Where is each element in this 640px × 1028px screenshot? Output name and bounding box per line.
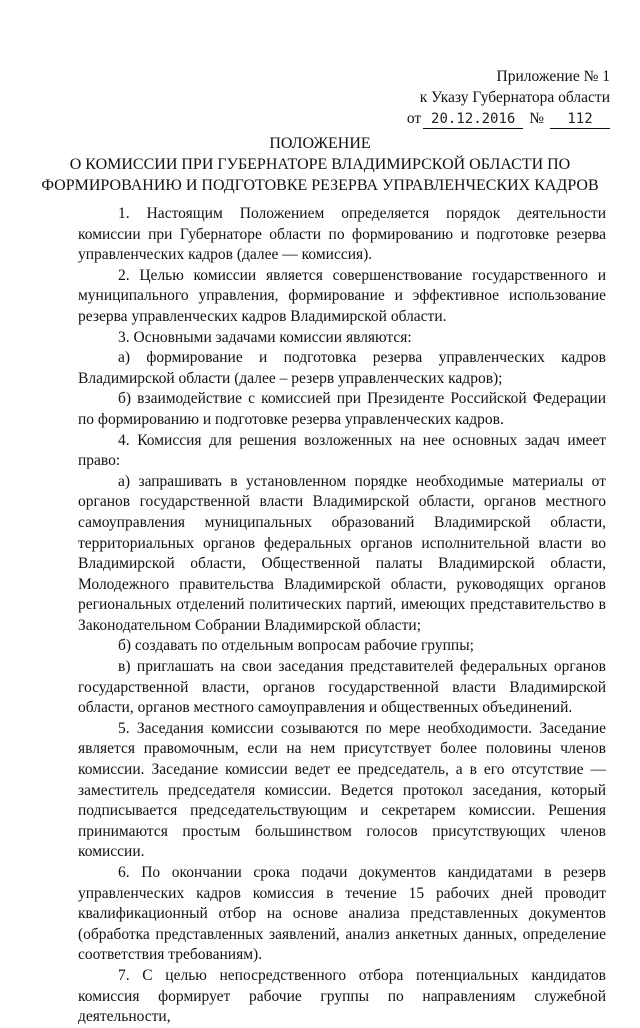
number-prefix: №: [529, 110, 544, 127]
decree-date: 20.12.2016: [423, 111, 523, 129]
paragraph-3: 3. Основными задачами комиссии являются:: [118, 328, 412, 346]
document-body: [78, 204, 606, 1028]
appendix-date-line: [407, 108, 610, 129]
paragraph-4a: а) запрашивать в установленном порядке необходимые материалы от органов государственной власти Владимирской области, органов местного самоуправления муниципальных образований Владимирской области, территориальных органов федеральных органов исполнительной власти во Владимирской области, Общественной палаты Владимирской области, Молодежного правительства Владимирской области, руководящих органов региональных отделений политических партий, имеющих представительство в Законодательном Собрании Владимирской области;: [78, 472, 606, 634]
date-prefix: от: [406, 110, 422, 127]
appendix-decree-reference: к Указу Губернатора области: [419, 89, 610, 106]
paragraph-3b: б) взаимодействие с комиссией при Президенте Российской Федерации по формированию и подготовке резерва управленческих кадров.: [78, 390, 606, 428]
appendix-header: [407, 66, 610, 129]
paragraph-4c: в) приглашать на свои заседания представителей федеральных органов государственной власти, органов государственной власти Владимирской области, органов местного самоуправления и общественных объединений.: [78, 658, 606, 717]
decree-number: 112: [550, 111, 610, 129]
paragraph-1: 1. Настоящим Положением определяется порядок деятельности комиссии при Губернаторе области по формированию и подготовке резерва управленческих кадров (далее — комиссия).: [78, 205, 606, 264]
title-line-2: О КОМИССИИ ПРИ ГУБЕРНАТОРЕ ВЛАДИМИРСКОЙ ОБЛАСТИ ПО: [69, 156, 571, 173]
title-line-3: ФОРМИРОВАНИЮ И ПОДГОТОВКЕ РЕЗЕРВА УПРАВЛЕНЧЕСКИХ КАДРОВ: [41, 177, 599, 194]
title-line-1: ПОЛОЖЕНИЕ: [269, 135, 371, 152]
paragraph-4: 4. Комиссия для решения возложенных на нее основных задач имеет право:: [78, 431, 606, 470]
document-title: [0, 133, 640, 196]
paragraph-5: 5. Заседания комиссии созываются по мере необходимости. Заседание является правомочным, если на нем присутствует более половины членов комиссии. Заседание комиссии ведет ее председатель, а в его отсутствие — заместитель председателя комиссии. Ведется протокол заседания, который подписывается председательствующим и секретарем комиссии. Решения принимаются простым большинством голосов присутствующих членов комиссии.: [78, 719, 606, 861]
paragraph-3a: а) формирование и подготовка резерва управленческих кадров Владимирской области (далее – резерв управленческих кадров);: [78, 349, 606, 387]
paragraph-2: 2. Целью комиссии является совершенствование государственного и муниципального управления, формирование и эффективное использование резерва управленческих кадров Владимирской области.: [78, 266, 606, 325]
appendix-title: Приложение № 1: [496, 68, 610, 85]
paragraph-6: 6. По окончании срока подачи документов кандидатами в резерв управленческих кадров комиссия в течение 15 рабочих дней проводит квалификационный отбор на основе анализа представленных документов (обработка представленных заявлений, анализ анкетных данных, определение соответствия требованиям).: [78, 864, 606, 964]
paragraph-7: 7. С целью непосредственного отбора потенциальных кандидатов комиссия формирует рабочие группы по направлениям служебной деятельности,: [78, 966, 606, 1026]
paragraph-4b: б) создавать по отдельным вопросам рабочие группы;: [118, 637, 474, 655]
